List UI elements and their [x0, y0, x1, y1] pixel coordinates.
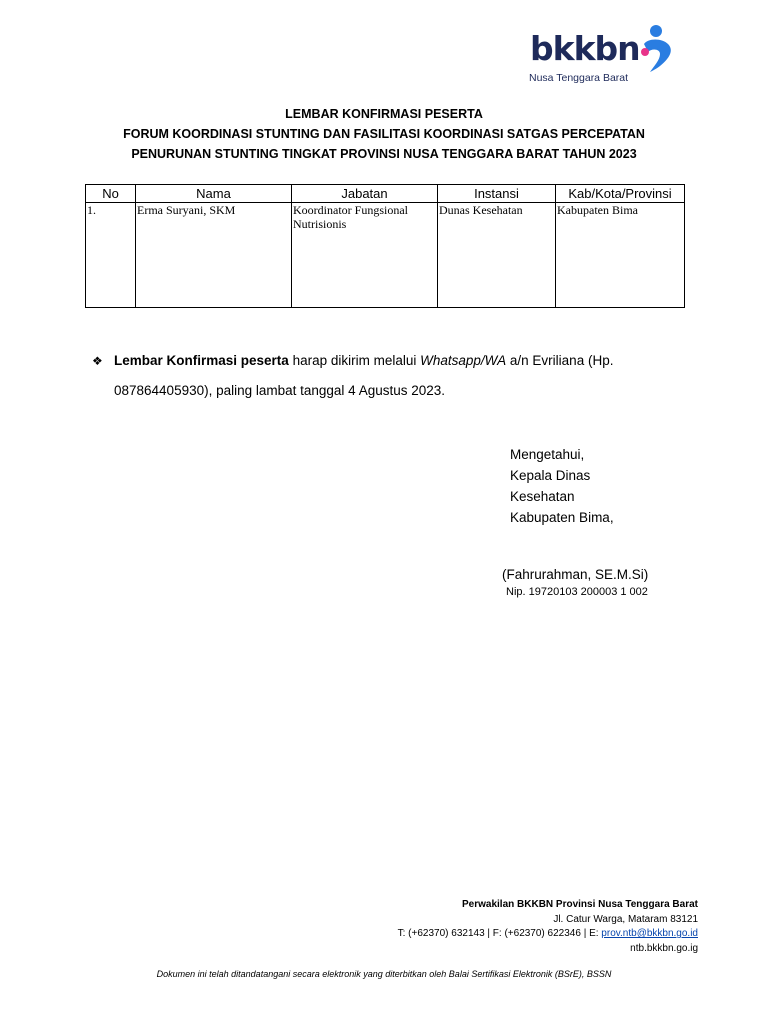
note-bold-text: Lembar Konfirmasi peserta: [114, 353, 289, 368]
cell-nama: Erma Suryani, SKM: [136, 203, 292, 308]
note-line-1: [92, 346, 662, 376]
esign-disclaimer: Dokumen ini telah ditandatangani secara elektronik yang diterbitkan oleh Balai Sertifikasi Elektronik (BSrE), BSSN: [156, 969, 612, 979]
table-row: [86, 203, 685, 308]
title-line-1: LEMBAR KONFIRMASI PESERTA: [285, 107, 483, 121]
bkkbn-logo: [526, 22, 681, 84]
note-line-2: 087864405930), paling lambat tanggal 4 Agustus 2023.: [114, 383, 446, 398]
table-header-row: [86, 185, 685, 203]
header-instansi: Instansi: [438, 185, 556, 203]
footer-phone: T: (+62370) 632143 | F: (+62370) 622346 | E:: [397, 928, 602, 939]
header-kab-kota-provinsi: Kab/Kota/Provinsi: [556, 185, 685, 203]
footer-website: ntb.bkkbn.go.ig: [630, 942, 698, 954]
note-italic-text: Whatsapp/WA: [420, 353, 507, 368]
header-no: No: [86, 185, 136, 203]
signature-line-4: Kabupaten Bima,: [510, 510, 614, 525]
footer-org: Perwakilan BKKBN Provinsi Nusa Tenggara Barat: [462, 899, 698, 910]
header-nama: Nama: [136, 185, 292, 203]
cell-jabatan: Koordinator Fungsional Nutrisionis: [292, 203, 438, 308]
footer-contact: [398, 898, 698, 956]
signature-block: [510, 444, 614, 528]
submission-note: [92, 346, 662, 406]
note-text-2: a/n Evriliana (Hp.: [506, 353, 614, 368]
title-line-2: FORUM KOORDINASI STUNTING DAN FASILITASI KOORDINASI SATGAS PERCEPATAN: [123, 127, 645, 141]
cell-instansi: Dunas Kesehatan: [438, 203, 556, 308]
signer-name: (Fahrurahman, SE.M.Si): [502, 567, 649, 582]
bkkbn-heart-mark-icon: [618, 22, 678, 74]
title-line-3: PENURUNAN STUNTING TINGKAT PROVINSI NUSA TENGGARA BARAT TAHUN 2023: [131, 147, 637, 161]
signature-line-3: Kesehatan: [510, 489, 575, 504]
participant-table: [85, 184, 685, 308]
signer-nip: Nip. 19720103 200003 1 002: [506, 586, 648, 598]
logo-wordmark: bkkbn: [530, 29, 640, 68]
signature-line-2: Kepala Dinas: [510, 468, 591, 483]
footer-address: Jl. Catur Warga, Mataram 83121: [553, 913, 698, 925]
signature-line-1: Mengetahui,: [510, 447, 585, 462]
cell-no: 1.: [86, 203, 136, 308]
footer-phone-line: [398, 927, 698, 942]
logo-subtitle: Nusa Tenggara Barat: [529, 72, 629, 84]
note-text-1: harap dikirim melalui: [288, 353, 421, 368]
cell-kab-kota-provinsi: Kabupaten Bima: [556, 203, 685, 308]
header-jabatan: Jabatan: [292, 185, 438, 203]
document-title: [0, 104, 768, 164]
footer-email-link[interactable]: prov.ntb@bkkbn.go.id: [601, 928, 698, 939]
diamond-bullet-icon: ❖: [92, 354, 103, 368]
